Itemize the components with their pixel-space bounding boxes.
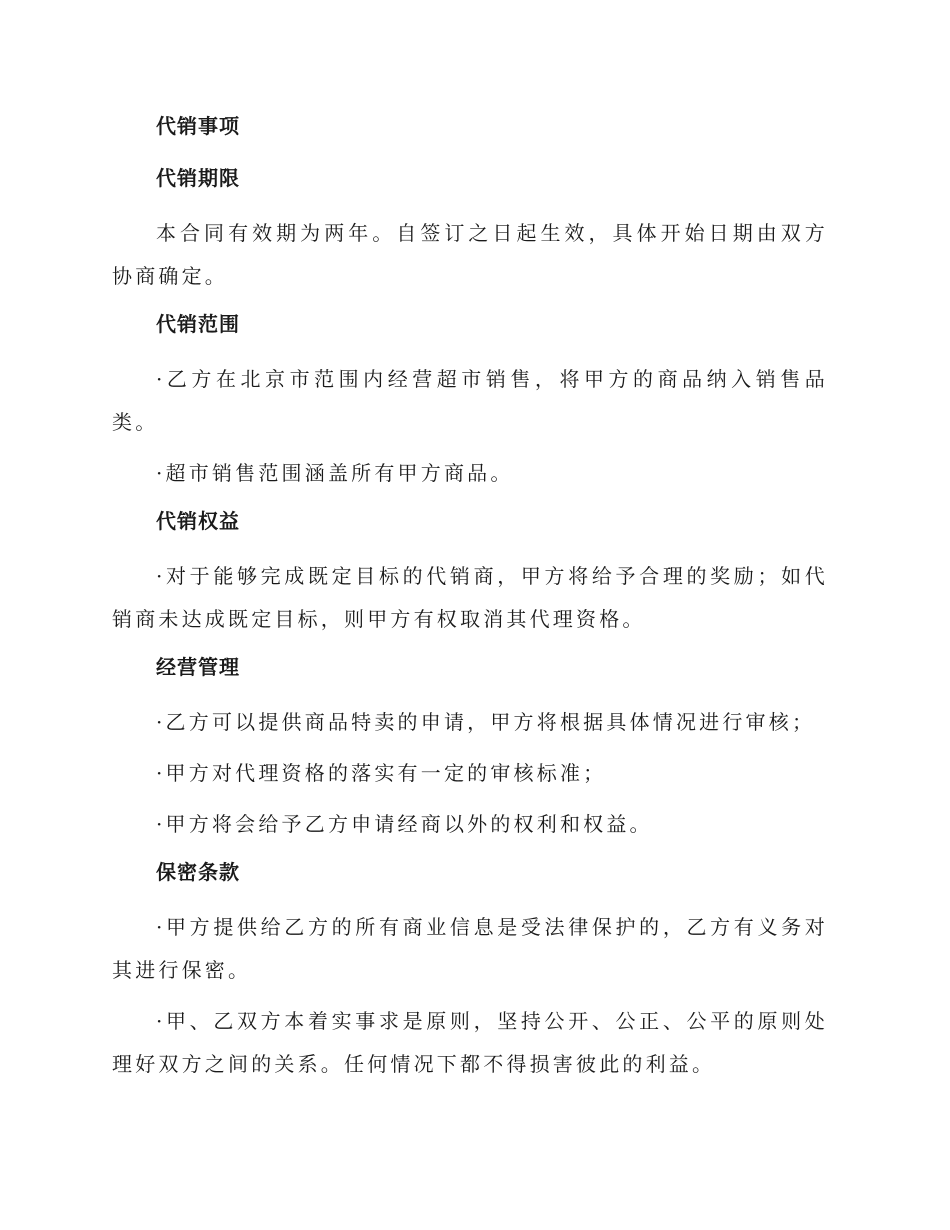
scope-paragraph-2: ·超市销售范围涵盖所有甲方商品。: [156, 461, 514, 485]
management-paragraph-2: ·甲方对代理资格的落实有一定的审核标准；: [156, 761, 607, 785]
section-heading-term: 代销期限: [156, 166, 240, 190]
section-heading-main: 代销事项: [156, 114, 240, 138]
section-heading-management: 经营管理: [156, 655, 240, 679]
term-paragraph: 本合同有效期为两年。自签订之日起生效，具体开始日期由双方协商确定。: [112, 221, 828, 288]
management-paragraph-3: ·甲方将会给予乙方申请经商以外的权利和权益。: [156, 812, 653, 836]
section-heading-rights: 代销权益: [156, 509, 240, 533]
section-heading-scope: 代销范围: [156, 312, 240, 336]
document-body: [112, 108, 828, 1094]
section-heading-confidentiality: 保密条款: [156, 860, 240, 884]
scope-paragraph-1: ·乙方在北京市范围内经营超市销售，将甲方的商品纳入销售品类。: [112, 367, 828, 434]
rights-paragraph: ·对于能够完成既定目标的代销商，甲方将给予合理的奖励；如代销商未达成既定目标，则甲方有权取消其代理资格。: [112, 564, 828, 631]
confidentiality-paragraph-2: ·甲、乙双方本着实事求是原则，坚持公开、公正、公平的原则处理好双方之间的关系。任何情况下都不得损害彼此的利益。: [112, 1009, 828, 1076]
confidentiality-paragraph-1: ·甲方提供给乙方的所有商业信息是受法律保护的，乙方有义务对其进行保密。: [112, 915, 828, 982]
management-paragraph-1: ·乙方可以提供商品特卖的申请，甲方将根据具体情况进行审核；: [156, 710, 816, 734]
